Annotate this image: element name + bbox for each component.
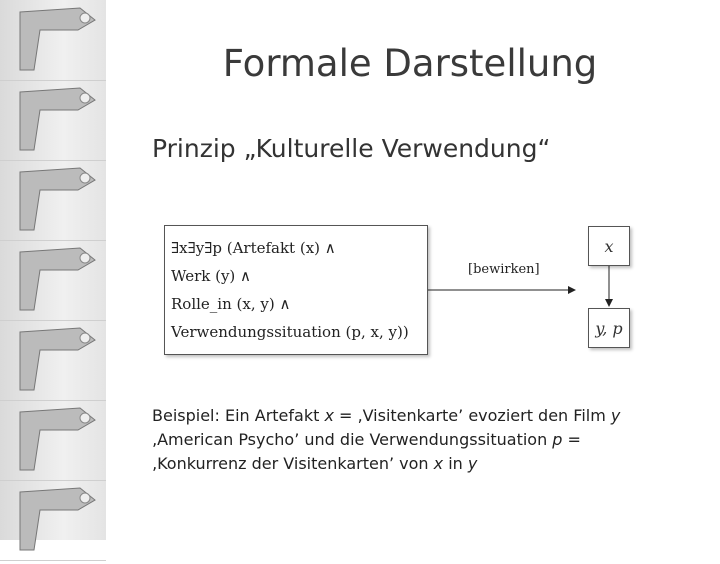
example-text: Beispiel: Ein Artefakt [152, 406, 325, 425]
example-paragraph [152, 404, 662, 476]
formula-line: Rolle_in (x, y) ∧ [171, 295, 291, 313]
example-var: y [610, 406, 621, 425]
formula-line: Werk (y) ∧ [171, 267, 252, 285]
example-var: x [433, 454, 444, 473]
formula-line: ∃x∃y∃p (Artefakt (x) ∧ [171, 239, 336, 257]
node-x: x [588, 226, 630, 266]
node-yp: y, p [588, 308, 630, 348]
example-var: p [552, 430, 563, 449]
example-text: in [443, 454, 468, 473]
example-text: = ‚Konkurrenz der Visitenkarten’ von [152, 430, 581, 473]
example-text: = ‚Visitenkarte’ evoziert den Film [333, 406, 611, 425]
formula-line: Verwendungssituation (p, x, y)) [171, 323, 409, 341]
example-var: x [324, 406, 334, 425]
relation-label: [bewirken] [468, 262, 540, 277]
example-var: y [467, 454, 478, 473]
slide-title: Formale Darstellung [222, 42, 598, 85]
example-text: ‚American Psycho’ und die Verwendungssituation [152, 430, 553, 449]
slide-subtitle: Prinzip „Kulturelle Verwendung“ [152, 134, 551, 163]
